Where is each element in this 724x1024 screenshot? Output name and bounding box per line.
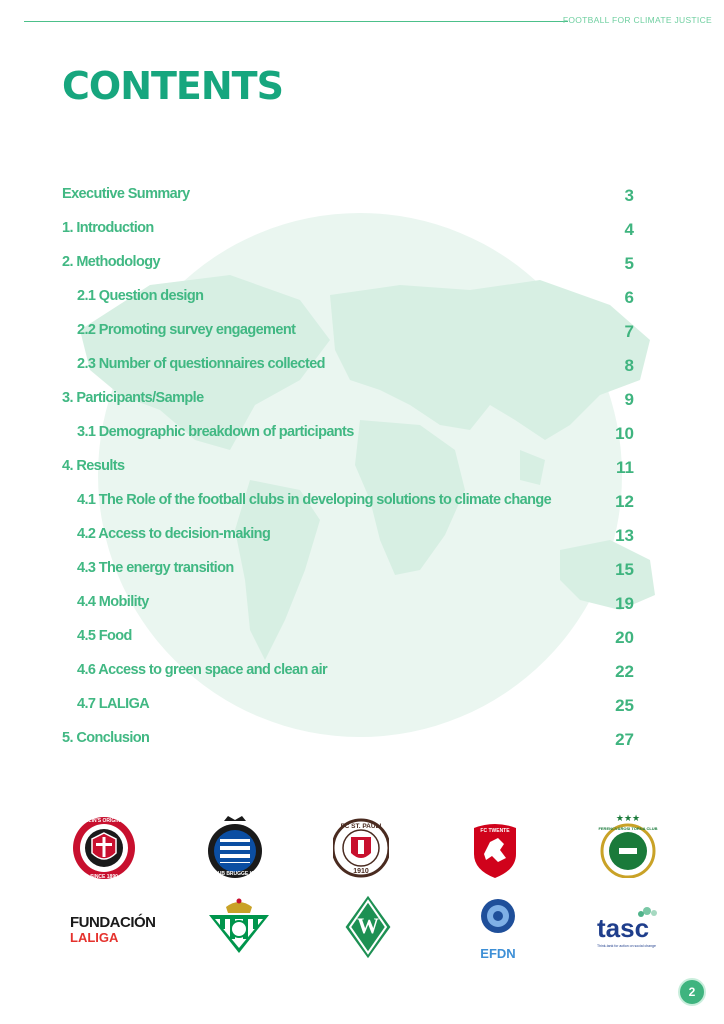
toc-entry[interactable] [62,730,634,754]
toc-entry-page: 6 [624,288,634,307]
toc-entry-label: 2.2 Promoting survey engagement [77,322,296,338]
fundacion-laliga-logo [70,915,160,951]
toc-subentry[interactable] [77,492,634,516]
ferencvaros-crest-logo [597,812,659,878]
toc-entry-page: 7 [624,322,634,341]
toc-entry-page: 10 [615,424,634,443]
toc-subentry[interactable] [77,288,634,312]
toc-entry-page: 13 [615,526,634,545]
toc-entry-label: 3.1 Demographic breakdown of participants [77,424,354,440]
toc-entry-label: 4.1 The Role of the football clubs in developing solutions to climate change [77,492,552,508]
toc-entry-label: 4.5 Food [77,628,132,644]
toc-entry-page: 11 [616,458,634,477]
toc-entry-label: 4.3 The energy transition [77,560,234,576]
toc-entry[interactable] [62,254,634,278]
toc-entry[interactable] [62,220,634,244]
toc-entry-label: 4.6 Access to green space and clean air [77,662,328,678]
st-pauli-name: FC ST. PAULI [340,823,382,830]
toc-entry-label: 5. Conclusion [62,730,150,746]
toc-entry-page: 9 [624,390,634,409]
toc-entry-page: 12 [615,492,634,511]
efdn-logo [474,897,522,961]
bohemians-crest-logo [72,815,136,881]
toc-entry-page: 25 [615,696,634,715]
tasc-name: tasc [597,913,650,943]
toc-entry-page: 19 [615,594,634,613]
toc-entry[interactable] [62,390,634,414]
tasc-logo [595,905,661,950]
club-brugge-text: CLUB BRUGGE K.V. [211,871,259,877]
toc-entry-label: 1. Introduction [62,220,154,236]
toc-entry-page: 8 [624,356,634,375]
toc-entry-page: 3 [624,186,634,205]
werder-bremen-crest-logo [343,893,393,961]
toc-subentry[interactable] [77,526,634,550]
st-pauli-crest-logo [333,815,389,879]
toc-entry-page: 22 [615,662,634,681]
toc-entry-label: 4. Results [62,458,125,474]
toc-entry-page: 4 [624,220,634,239]
toc-subentry[interactable] [77,356,634,380]
toc-subentry[interactable] [77,424,634,448]
toc-subentry[interactable] [77,322,634,346]
toc-entry-page: 15 [615,560,634,579]
real-betis-crest-logo [206,897,272,955]
running-header: FOOTBALL FOR CLIMATE JUSTICE [562,15,712,25]
tasc-tagline: Think-tank for action on social change [597,944,656,948]
toc-subentry[interactable] [77,560,634,584]
st-pauli-year: 1910 [353,868,369,875]
svg-text:W: W [357,913,379,938]
page-number: 2 [688,985,696,999]
svg-text:★★★: ★★★ [615,814,641,824]
fundacion-laliga-line1: FUNDACIÓN [70,914,156,931]
bohemians-top-text: DUBLIN'S ORIGINALS [77,818,131,824]
toc-entry-label: Executive Summary [62,186,190,202]
bohemians-bottom-text: SINCE 1890 [90,874,118,880]
header-rule [24,21,568,22]
toc-subentry[interactable] [77,662,634,686]
efdn-text: EFDN [480,946,516,961]
toc-entry-label: 4.4 Mobility [77,594,149,610]
fc-twente-name: FC TWENTE [480,828,510,834]
toc-entry[interactable] [62,458,634,482]
toc-subentry[interactable] [77,594,634,618]
toc-entry-label: 4.2 Access to decision-making [77,526,271,542]
toc-entry-label: 2.1 Question design [77,288,204,304]
page-title: CONTENTS [62,64,283,108]
toc-subentry[interactable] [77,696,634,720]
toc-entry-label: 2.3 Number of questionnaires collected [77,356,325,372]
toc-entry-page: 20 [615,628,634,647]
club-brugge-crest-logo [206,815,264,879]
fc-twente-crest-logo [470,818,520,880]
page-number-badge [678,978,706,1006]
ferencvaros-name: FERENCVÁROSI TORNA CLUB [598,826,658,831]
toc-subentry[interactable] [77,628,634,652]
toc-entry-label: 2. Methodology [62,254,160,270]
toc-entry-page: 27 [615,730,634,749]
toc-entry[interactable] [62,186,634,210]
fundacion-laliga-line2: LALIGA [70,930,119,945]
toc-entry-label: 3. Participants/Sample [62,390,204,406]
toc-entry-label: 4.7 LALIGA [77,696,150,712]
toc-entry-page: 5 [624,254,634,273]
